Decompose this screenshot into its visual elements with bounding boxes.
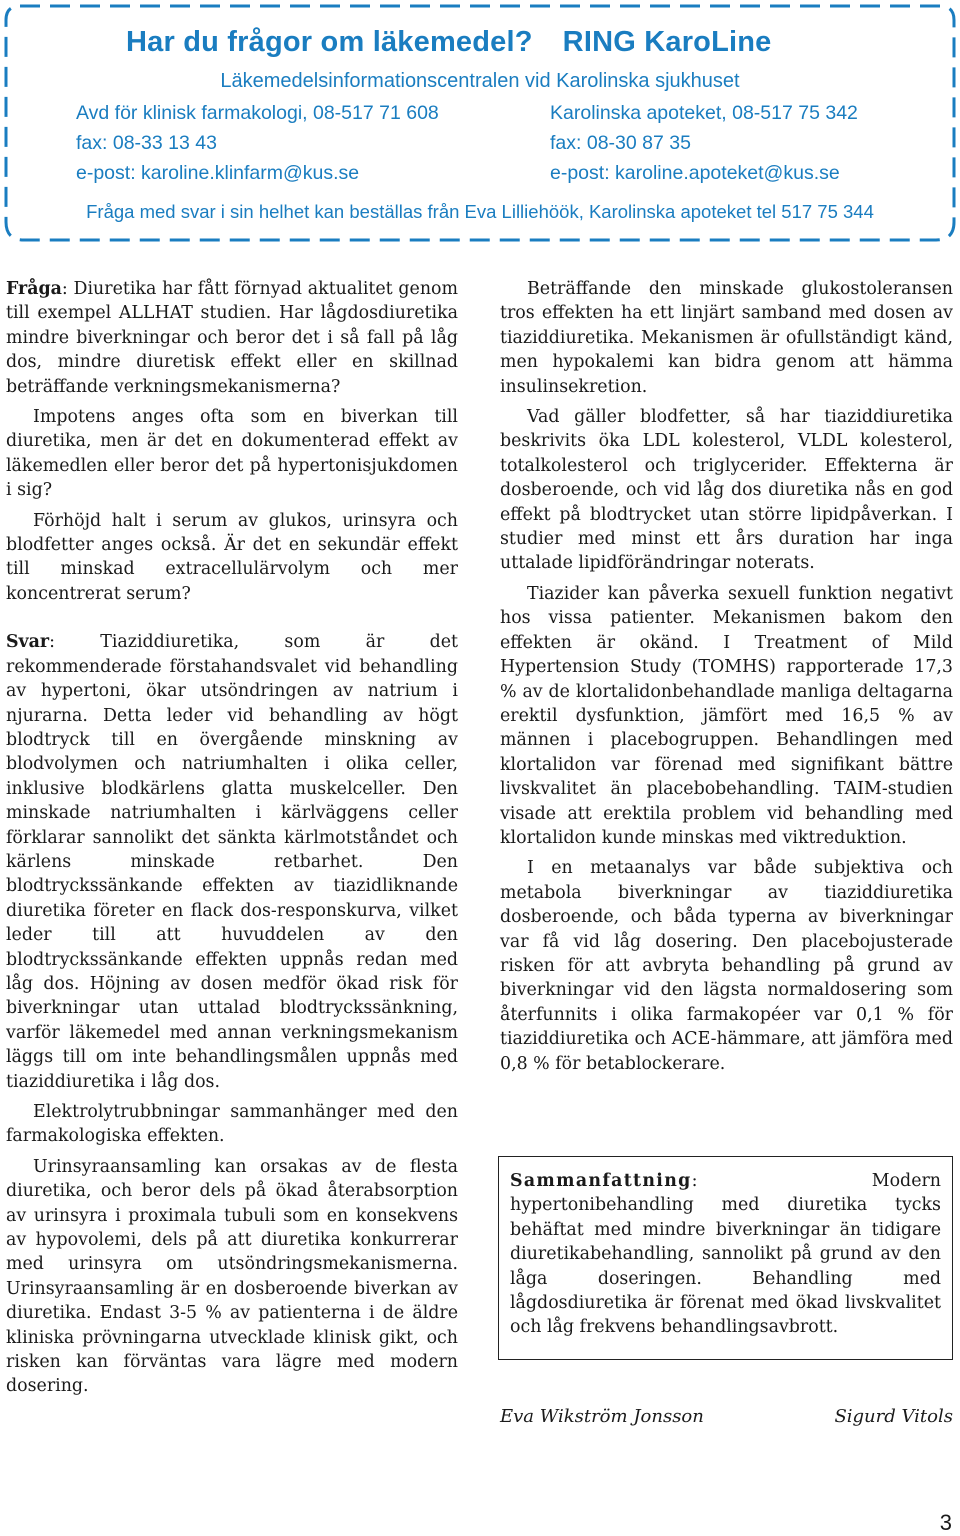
apoteket-email[interactable]: e-post: karoline.apoteket@kus.se bbox=[550, 162, 840, 184]
apoteket-fax: fax: 08-30 87 35 bbox=[550, 132, 691, 154]
header-title-phone: RING KaroLine bbox=[562, 26, 772, 58]
question-paragraph-2: Impotens anges ofta som en biverkan till diuretika, men är det en dokumenterad effekt av läkemedlen eller beror det på hypertonisjukdomen i sig? bbox=[6, 407, 458, 501]
question-paragraph-1: Fråga: Diuretika har fått förnyad aktualitet genom till exempel ALLHAT studien. Har lågdosdiuretika mindre biverkningar och beror det i så fall på låg dos, mindre diuretisk effekt eller en skillnad beträffande verkningsmekanismerna? bbox=[6, 279, 459, 397]
apoteket-phone: Karolinska apoteket, 08-517 75 342 bbox=[550, 102, 858, 124]
answer-paragraph-7: I en metaanalys var både subjektiva och metabola biverkningar av tiaziddiuretika dosberoende, och båda typerna av biverkningar var få vid låg dosering. Den placebojusterade risken för att avbryta behandling på grund av biverkningar vid den lägsta normaldosering som återfunnits i olika farmakopéer var 0,1 % för tiaziddiuretika och ACE-hämmare, att jämföra med 0,8 % för betablockerare. bbox=[500, 858, 953, 1074]
summary-box: Sammanfattning: Modern hypertonibehandling med diuretika tycks behäftat med mindre biverkningar än tidigare diuretikabehandling, sannolikt på grund av den låga doseringen. Behandling med lågdosdiuretika är förenat med ökad livskvalitet och låg frekvens behandlingsavbrott. bbox=[498, 1156, 953, 1360]
answer-paragraph-3: Urinsyraansamling kan orsakas av de flesta diuretika, och beror dels på ökad återabsorption av urinsyra i proximala tubuli som en konsekvens av hypovolemi, dels på att diuretika konkurrerar med urinsyra om utsöndringsmekanismerna. Urinsyraansamling är en dosberoende biverkan av diuretika. Endast 3-5 % av patienterna i de äldre kliniska prövningarna utvecklade klinisk gikt, och risken kan förväntas vara lägre med modern dosering. bbox=[6, 1156, 458, 1397]
question-label: Fråga bbox=[6, 279, 62, 299]
answer-paragraph-6: Tiazider kan påverka sexuell funktion negativt hos vissa patienter. Mekanismen bakom den effekten är okänd. I Treatment of Mild Hypertension Study (TOMHS) rapporterade 17,3 % av de klortalidonbehandlade manliga deltagarna erektil dysfunktion, jämfört med 16,5 % av männen i placebogruppen. Behandlingen med klortalidon var förenad med signifikant bättre livskvalitet än placebobehandling. TAIM-studien visade att erektila problem vid behandling med klortalidon kunde minskas med viktreduktion. bbox=[500, 583, 953, 848]
klinfarm-phone: Avd för klinisk farmakologi, 08-517 71 608 bbox=[76, 102, 439, 124]
header-title bbox=[126, 26, 772, 59]
page-number: 3 bbox=[939, 1510, 952, 1535]
summary-label: Sammanfattning bbox=[510, 1171, 692, 1191]
header-title-question: Har du frågor om läkemedel? bbox=[126, 26, 533, 58]
answer-paragraph-1: Svar: Tiaziddiuretika, som är det rekommenderade förstahandsvalet vid behandling av hypertoni, ökar utsöndringen av natrium i njurarna. Detta leder vid behandling av högt blodtryck till en övergående minskning av blodvolymen och natriumhalten i olika celler, inklusive blodkärlens glatta muskelceller. Den minskade natriumhalten i kärlväggens celler förklarar sannolikt det sänkta kärlmotståndet och kärlens minskade retbarhet. Den blodtryckssänkande effekten av tiazidliknande diuretika företer en flack dos-responskurva, vilket leder till att huvuddelen av den blodtryckssänkande effekten uppnås redan med låg dos. Höjning av dosen medför ökad risk för biverkningar utan uttalad blodtryckssänkning, varför läkemedel med annan verkningsmekanism läggs till om inte behandlingsmålen uppnås med tiaziddiuretika i låg dos. bbox=[6, 632, 458, 1092]
signature-author-2: Sigurd Vitols bbox=[834, 1406, 953, 1427]
summary-text: Modern hypertonibehandling med diuretika tycks behäftat med mindre biverkningar än tidigare diuretikabehandling, sannolikt på grund av den låga doseringen. Behandling med lågdosdiuretika är förenat med ökad livskvalitet och låg frekvens behandlingsavbrott. bbox=[510, 1171, 941, 1338]
header-box bbox=[0, 0, 960, 246]
right-column bbox=[500, 277, 953, 1076]
answer-paragraph-4: Beträffande den minskade glukostoleransen tros effekten ha ett linjärt samband med dosen av tiaziddiuretika. Mekanismen är ofullständigt känd, men hypokalemi kan bidra genom att hämma insulinsekretion. bbox=[500, 279, 953, 397]
header-footer-note: Fråga med svar i sin helhet kan beställas från Eva Lilliehöök, Karolinska apoteket tel 517 75 344 bbox=[86, 201, 874, 222]
answer-label: Svar bbox=[6, 632, 50, 653]
signature-author-1: Eva Wikström Jonsson bbox=[500, 1406, 704, 1427]
klinfarm-email[interactable]: e-post: karoline.klinfarm@kus.se bbox=[76, 162, 360, 184]
question-paragraph-3: Förhöjd halt i serum av glukos, urinsyra och blodfetter anges också. Är det en sekundär effekt till minskad extracellulärvolym och mer koncentrerat serum? bbox=[6, 510, 458, 604]
klinfarm-fax: fax: 08-33 13 43 bbox=[76, 132, 217, 154]
left-column bbox=[6, 277, 458, 1399]
answer-paragraph-5: Vad gäller blodfetter, så har tiaziddiuretika beskrivits öka LDL kolesterol, VLDL kolesterol, totalkolesterol och triglycerider. Effekterna är dosberoende, och vid låg dos diuretika nås en god effekt på blodtrycket utan större lipidpåverkan. I studier med minst ett års duration har inga uttalade lipidförändringar noterats. bbox=[500, 407, 953, 574]
header-subtitle: Läkemedelsinformationscentralen vid Karolinska sjukhuset bbox=[220, 70, 740, 92]
answer-paragraph-2: Elektrolytrubbningar sammanhänger med den farmakologiska effekten. bbox=[6, 1102, 458, 1147]
